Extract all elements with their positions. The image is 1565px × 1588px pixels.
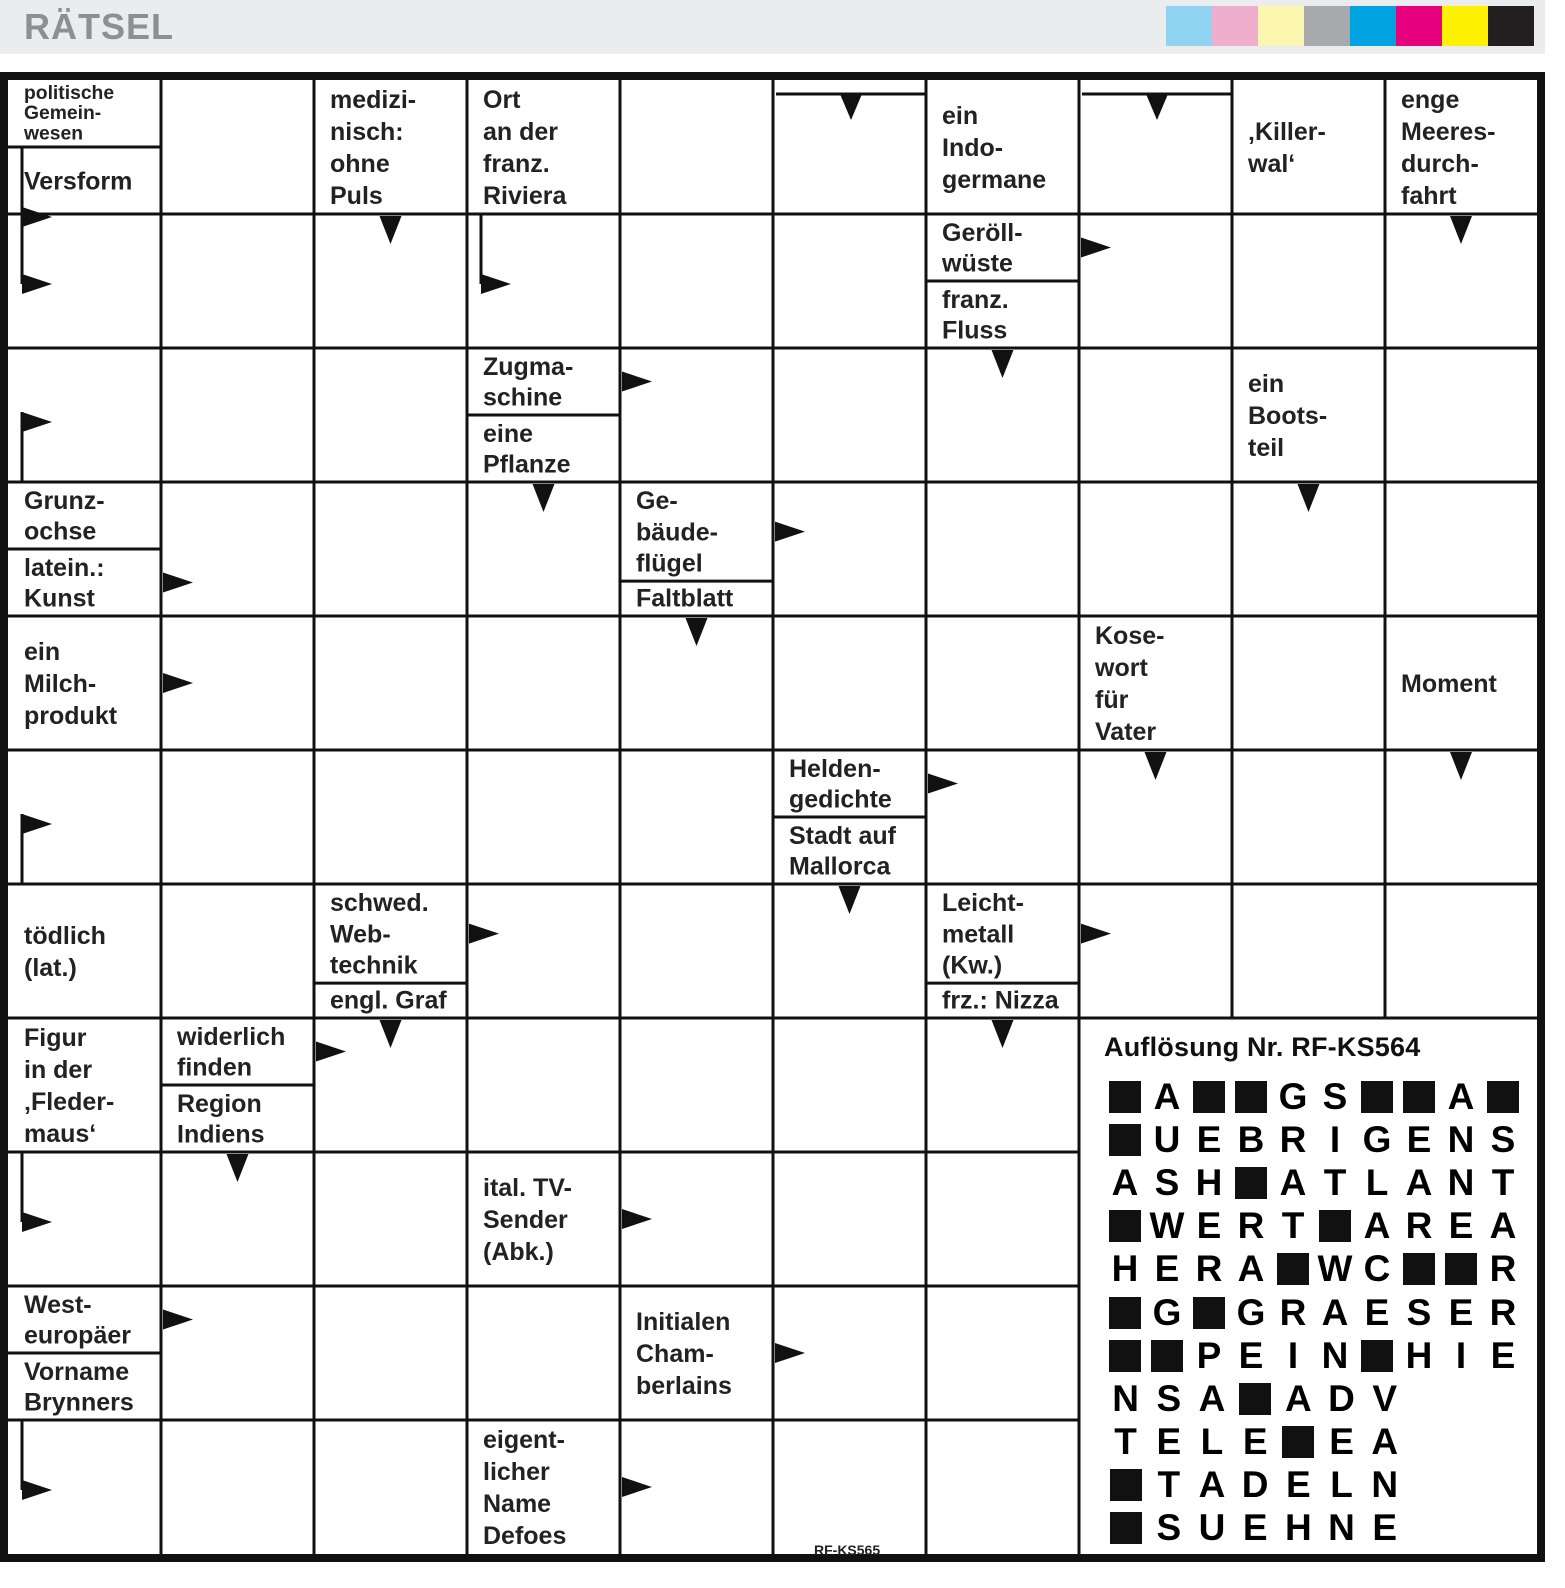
arrow-down-left-icon (840, 94, 862, 120)
solution-letter: N (1447, 1118, 1475, 1160)
clue-line: Geröll- (942, 218, 1023, 247)
arrow-up-right-icon (22, 412, 52, 432)
clue-line: Initialen (636, 1307, 731, 1336)
arrow-down-icon (1450, 216, 1472, 244)
solution-letter: E (1196, 1205, 1222, 1247)
clue-c34 (483, 1426, 566, 1550)
clue-c3 (330, 86, 416, 210)
clue-line: ein (24, 637, 61, 666)
solution-row (1104, 1205, 1524, 1248)
clue-c24 (330, 987, 447, 1015)
arrow-down-icon (380, 1020, 402, 1048)
clue-line: Puls (330, 181, 383, 210)
solution-letter: S (1490, 1118, 1516, 1160)
clue-line: Cham- (636, 1339, 714, 1368)
block-square (1235, 1167, 1267, 1199)
clue-line: West- (24, 1290, 92, 1319)
solution-letter: E (1329, 1421, 1354, 1463)
clue-line: berlains (636, 1371, 732, 1400)
solution-letter: E (1238, 1334, 1264, 1376)
clue-line: Boots- (1248, 401, 1328, 430)
solution-letter: R (1489, 1248, 1517, 1290)
solution-letter: S (1154, 1161, 1180, 1203)
clue-c22 (24, 922, 106, 982)
color-swatch (1212, 6, 1258, 46)
solution-row (1104, 1161, 1524, 1204)
solution-letter: E (1406, 1118, 1432, 1160)
solution-block (1104, 1464, 1147, 1507)
solution-row (1104, 1334, 1524, 1377)
block-square (1361, 1081, 1393, 1113)
clue-line: Defoes (483, 1521, 567, 1550)
clue-line: wort (1095, 653, 1148, 682)
solution-letter: E (1372, 1507, 1398, 1549)
solution-letter: T (1281, 1205, 1305, 1247)
solution-letter: A (1363, 1205, 1391, 1247)
solution-letter: N (1328, 1507, 1355, 1549)
solution-block (1188, 1291, 1230, 1334)
block-square (1361, 1340, 1393, 1372)
clue-line: enge (1401, 85, 1460, 114)
clue-line: nisch: (330, 117, 404, 146)
clue-c5 (942, 102, 1046, 194)
clue-line: Indiens (177, 1120, 265, 1149)
solution-letter: H (1195, 1161, 1223, 1203)
solution-block (1104, 1334, 1146, 1377)
clue-line: eigent- (483, 1425, 565, 1454)
arrow-down-icon (1145, 752, 1167, 780)
solution-row (1104, 1248, 1524, 1291)
solution-letter: I (1455, 1334, 1467, 1376)
solution-letter: E (1242, 1421, 1268, 1463)
solution-letter: A (1405, 1161, 1433, 1203)
solution-block (1104, 1075, 1146, 1118)
solution-letter: U (1153, 1118, 1181, 1160)
solution-letter: L (1365, 1161, 1389, 1203)
clue-line: Leicht- (942, 889, 1024, 918)
solution-letter: A (1371, 1421, 1399, 1463)
arrow-right-icon (1081, 924, 1111, 944)
puzzle-code: RF-KS565 (814, 1542, 881, 1558)
clue-line: bäude- (636, 518, 718, 547)
clue-line: ital. TV- (483, 1173, 572, 1202)
clue-line: eine (483, 419, 534, 448)
clue-line: flügel (636, 549, 703, 578)
solution-letter: N (1447, 1161, 1475, 1203)
solution-row (1104, 1421, 1524, 1464)
clue-line: frz.: Nizza (942, 986, 1059, 1015)
block-square (1109, 1081, 1141, 1113)
solution-block (1104, 1507, 1147, 1550)
clue-line: Mallorca (789, 852, 891, 881)
clue-line: engl. Graf (330, 986, 447, 1015)
solution-letter: D (1328, 1377, 1355, 1419)
solution-row (1104, 1464, 1524, 1507)
clue-c14 (24, 554, 105, 613)
color-swatch (1258, 6, 1304, 46)
clue-c20 (789, 755, 892, 814)
solution-letter: B (1237, 1118, 1265, 1160)
solution-letter: A (1198, 1377, 1226, 1419)
solution-letter: H (1111, 1248, 1139, 1290)
arrow-down-icon (992, 1020, 1014, 1048)
clue-line: technik (330, 951, 418, 980)
solution-block (1314, 1205, 1356, 1248)
solution-letter: N (1112, 1377, 1139, 1419)
clue-line: Gemein- (24, 103, 102, 125)
solution-letter: A (1111, 1161, 1139, 1203)
clue-line: Indo- (942, 133, 1004, 162)
block-square (1109, 1124, 1141, 1156)
clue-line: licher (483, 1457, 550, 1486)
solution-letter: E (1196, 1118, 1222, 1160)
arrow-down-icon (992, 350, 1014, 378)
block-square (1109, 1340, 1141, 1372)
color-swatch (1396, 6, 1442, 46)
arrow-right-icon (1081, 238, 1111, 258)
solution-letter: C (1363, 1248, 1391, 1290)
clue-line: Riviera (483, 181, 567, 210)
clue-line: Fluss (942, 316, 1008, 345)
clue-line: metall (942, 920, 1015, 949)
clue-line: Versform (24, 167, 133, 196)
solution-letter: A (1153, 1075, 1181, 1117)
arrow-right-icon (775, 1343, 805, 1363)
solution-block (1230, 1161, 1272, 1204)
clue-line: europäer (24, 1321, 131, 1350)
arrow-down-icon (1298, 484, 1320, 512)
clue-line: medizi- (330, 85, 417, 114)
block-square (1403, 1081, 1435, 1113)
arrow-right-icon (316, 1042, 346, 1062)
arrow-right-icon (163, 573, 193, 593)
block-square (1445, 1253, 1477, 1285)
arrow-down-icon (533, 484, 555, 512)
clue-line: Vorname (24, 1357, 130, 1386)
clue-line: Pflanze (483, 450, 571, 479)
color-swatch (1350, 6, 1396, 46)
solution-letter: R (1405, 1205, 1433, 1247)
arrow-up-right-icon (22, 814, 52, 834)
solution-letter: R (1489, 1291, 1517, 1333)
block-square (1319, 1210, 1351, 1242)
solution-letter: I (1287, 1334, 1299, 1376)
block-square (1151, 1340, 1183, 1372)
arrow-down-right-icon (22, 207, 52, 227)
clue-line: maus‘ (24, 1119, 97, 1148)
solution-block (1356, 1075, 1398, 1118)
clue-line: wal‘ (1248, 149, 1296, 178)
block-square (1235, 1081, 1267, 1113)
solution-block (1234, 1377, 1277, 1420)
clue-line: franz. (942, 285, 1009, 314)
color-swatch (1442, 6, 1488, 46)
block-square (1109, 1210, 1141, 1242)
clue-c13 (24, 487, 105, 546)
solution-letter: R (1279, 1291, 1307, 1333)
solution-letter: T (1323, 1161, 1347, 1203)
solution-letter: U (1198, 1507, 1226, 1549)
solution-letter: G (1152, 1291, 1182, 1333)
clue-line: Figur (24, 1023, 87, 1052)
clue-c21 (789, 822, 897, 881)
clue-line: Name (483, 1489, 552, 1518)
solution-letter: H (1284, 1507, 1312, 1549)
clue-line: wüste (942, 249, 1013, 278)
solution-letter: W (1317, 1248, 1353, 1290)
clue-line: (Abk.) (483, 1237, 554, 1266)
clue-line: Grunz- (24, 486, 105, 515)
clue-line: in der (24, 1055, 93, 1084)
solution-letter: T (1114, 1421, 1137, 1463)
solution-letter: E (1448, 1205, 1474, 1247)
clue-line: Zugma- (483, 352, 574, 381)
solution-letter: E (1242, 1507, 1268, 1549)
solution-letter: E (1448, 1291, 1474, 1333)
clue-line: fahrt (1401, 181, 1457, 210)
arrow-down-icon (227, 1154, 249, 1182)
arrow-right-icon (622, 1209, 652, 1229)
clue-c9 (942, 286, 1009, 345)
clue-line: Meeres- (1401, 117, 1496, 146)
solution-row (1104, 1075, 1524, 1118)
clue-c10 (483, 353, 573, 412)
clue-line: Brynners (24, 1388, 134, 1417)
clue-c16 (636, 585, 734, 613)
clue-line: Kose- (1095, 621, 1165, 650)
solution-letter: S (1156, 1507, 1182, 1549)
solution-block (1440, 1248, 1482, 1291)
header-bar (0, 0, 1545, 54)
clue-line: ochse (24, 517, 97, 546)
solution-panel (1104, 1032, 1524, 1550)
clue-line: für (1095, 685, 1129, 714)
clue-line: finden (177, 1053, 252, 1082)
block-square (1193, 1297, 1225, 1329)
solution-block (1398, 1248, 1440, 1291)
solution-letter: R (1237, 1205, 1265, 1247)
clue-c27 (24, 1024, 114, 1148)
solution-letter: A (1279, 1161, 1307, 1203)
clue-line: ohne (330, 149, 390, 178)
clue-c18 (1094, 622, 1164, 746)
solution-letter: L (1330, 1464, 1353, 1506)
solution-block (1188, 1075, 1230, 1118)
solution-letter: S (1156, 1377, 1182, 1419)
clue-c25 (942, 889, 1024, 979)
solution-letter: S (1406, 1291, 1432, 1333)
solution-letter: A (1237, 1248, 1265, 1290)
solution-block (1356, 1334, 1398, 1377)
clue-line: Vater (1095, 717, 1157, 746)
arrow-right-icon (163, 1310, 193, 1330)
arrow-down-icon (1450, 752, 1472, 780)
clue-line: Region (177, 1089, 262, 1118)
arrow-right-icon (622, 1477, 652, 1497)
clue-line: franz. (483, 149, 550, 178)
arrow-down-icon (686, 618, 708, 646)
solution-letter: A (1284, 1377, 1312, 1419)
solution-letter: E (1156, 1421, 1182, 1463)
clue-line: latein.: (24, 553, 105, 582)
solution-block (1398, 1075, 1440, 1118)
solution-letter: R (1279, 1118, 1307, 1160)
solution-letter: E (1490, 1334, 1516, 1376)
solution-title: Auflösung Nr. RF-KS564 (1104, 1032, 1421, 1062)
solution-letter: G (1362, 1118, 1392, 1160)
solution-row (1104, 1118, 1524, 1161)
clue-line: Web- (330, 920, 391, 949)
arrow-down-icon (380, 216, 402, 244)
clue-line: Ort (483, 85, 521, 114)
solution-letter: A (1447, 1075, 1475, 1117)
arrow-right-icon (622, 372, 652, 392)
clue-c19 (1401, 670, 1498, 698)
clue-c23 (330, 889, 429, 979)
block-square (1277, 1253, 1309, 1285)
solution-letter: A (1489, 1205, 1517, 1247)
clue-line: teil (1248, 433, 1285, 462)
clue-line: durch- (1401, 149, 1479, 178)
solution-block (1146, 1334, 1188, 1377)
arrow-down-right-icon (22, 1212, 52, 1232)
solution-letter: I (1329, 1118, 1341, 1160)
solution-block (1277, 1421, 1320, 1464)
solution-letter: P (1196, 1334, 1222, 1376)
color-swatch (1488, 6, 1534, 46)
arrow-right-icon (469, 924, 499, 944)
solution-letter: S (1322, 1075, 1348, 1117)
clue-c7 (1401, 86, 1496, 210)
clue-line: produkt (24, 701, 118, 730)
solution-block (1104, 1291, 1146, 1334)
solution-row (1104, 1291, 1524, 1334)
clue-c8 (941, 219, 1023, 277)
clue-line: an der (483, 117, 559, 146)
block-square (1109, 1297, 1141, 1329)
clue-line: germane (942, 165, 1047, 194)
arrow-down-right-icon (22, 1480, 52, 1500)
block-square (1110, 1512, 1142, 1544)
clue-c32 (24, 1358, 134, 1417)
block-square (1239, 1383, 1271, 1415)
block-square (1282, 1426, 1314, 1458)
arrow-down-right-icon (22, 274, 52, 294)
clue-line: Kunst (24, 584, 95, 613)
solution-row (1104, 1377, 1524, 1420)
solution-letter: G (1278, 1075, 1308, 1117)
clue-line: widerlich (177, 1022, 286, 1051)
solution-letter: D (1241, 1464, 1269, 1506)
block-square (1487, 1081, 1519, 1113)
clue-line: (lat.) (24, 953, 77, 982)
clue-c17 (24, 638, 118, 730)
block-square (1403, 1253, 1435, 1285)
solution-letter: T (1491, 1161, 1515, 1203)
clue-c15 (636, 487, 718, 577)
clue-line: politische (24, 82, 115, 104)
solution-block (1230, 1075, 1272, 1118)
clue-c29 (177, 1090, 265, 1149)
arrow-right-icon (775, 522, 805, 542)
clue-c1 (23, 83, 114, 145)
clue-line: gedichte (789, 785, 892, 814)
solution-letter: W (1149, 1205, 1185, 1247)
clue-c11 (483, 420, 571, 479)
solution-letter: N (1371, 1464, 1399, 1506)
clue-line: ein (1248, 369, 1285, 398)
color-swatch (1166, 6, 1212, 46)
solution-letter: R (1195, 1248, 1223, 1290)
color-calibration-strip (1166, 6, 1534, 46)
arrow-down-icon (839, 886, 861, 914)
solution-letter: E (1154, 1248, 1180, 1290)
clue-line: Sender (483, 1205, 568, 1234)
solution-letter: N (1321, 1334, 1349, 1376)
clue-line: schine (483, 383, 563, 412)
clue-line: (Kw.) (942, 951, 1003, 980)
solution-letter: T (1157, 1464, 1181, 1506)
clue-line: ein (942, 101, 979, 130)
clue-line: tödlich (24, 921, 106, 950)
solution-letter: G (1236, 1291, 1266, 1333)
clue-c12 (1248, 370, 1327, 462)
color-swatch (1304, 6, 1350, 46)
arrow-down-left-icon (1146, 94, 1168, 120)
solution-letter: A (1198, 1464, 1226, 1506)
clue-line: Milch- (24, 669, 97, 698)
solution-letter: L (1200, 1421, 1224, 1463)
clue-line: Helden- (789, 754, 881, 783)
arrow-down-right-icon (481, 274, 511, 294)
clue-c2 (24, 167, 132, 195)
clue-c6 (1247, 118, 1326, 178)
clue-line: ‚Fleder- (24, 1087, 115, 1116)
arrow-right-icon (163, 673, 193, 693)
block-square (1193, 1081, 1225, 1113)
solution-letter: V (1372, 1377, 1398, 1419)
clue-c28 (176, 1023, 285, 1082)
clue-c4 (483, 86, 567, 210)
clue-c30 (483, 1174, 572, 1266)
solution-letter: E (1286, 1464, 1311, 1506)
solution-letter: E (1364, 1291, 1390, 1333)
arrow-right-icon (928, 774, 958, 794)
solution-row (1104, 1507, 1524, 1550)
clue-line: wesen (24, 123, 83, 145)
clue-line: schwed. (330, 889, 429, 918)
solution-letter: H (1405, 1334, 1433, 1376)
clue-line: Ge- (636, 487, 678, 516)
clue-c33 (636, 1308, 732, 1400)
solution-letter: A (1321, 1291, 1349, 1333)
solution-block (1272, 1248, 1314, 1291)
page-title: RÄTSEL (24, 6, 174, 47)
clue-line: Moment (1401, 669, 1497, 698)
clue-line: ‚Killer- (1248, 117, 1326, 146)
clue-c26 (942, 987, 1060, 1015)
solution-block (1104, 1205, 1146, 1248)
solution-block (1104, 1118, 1146, 1161)
solution-block (1482, 1075, 1524, 1118)
block-square (1110, 1469, 1142, 1501)
clue-c31 (24, 1291, 131, 1350)
clue-line: Stadt auf (789, 821, 896, 850)
solution-grid (1104, 1075, 1524, 1550)
clue-line: Faltblatt (636, 584, 734, 613)
